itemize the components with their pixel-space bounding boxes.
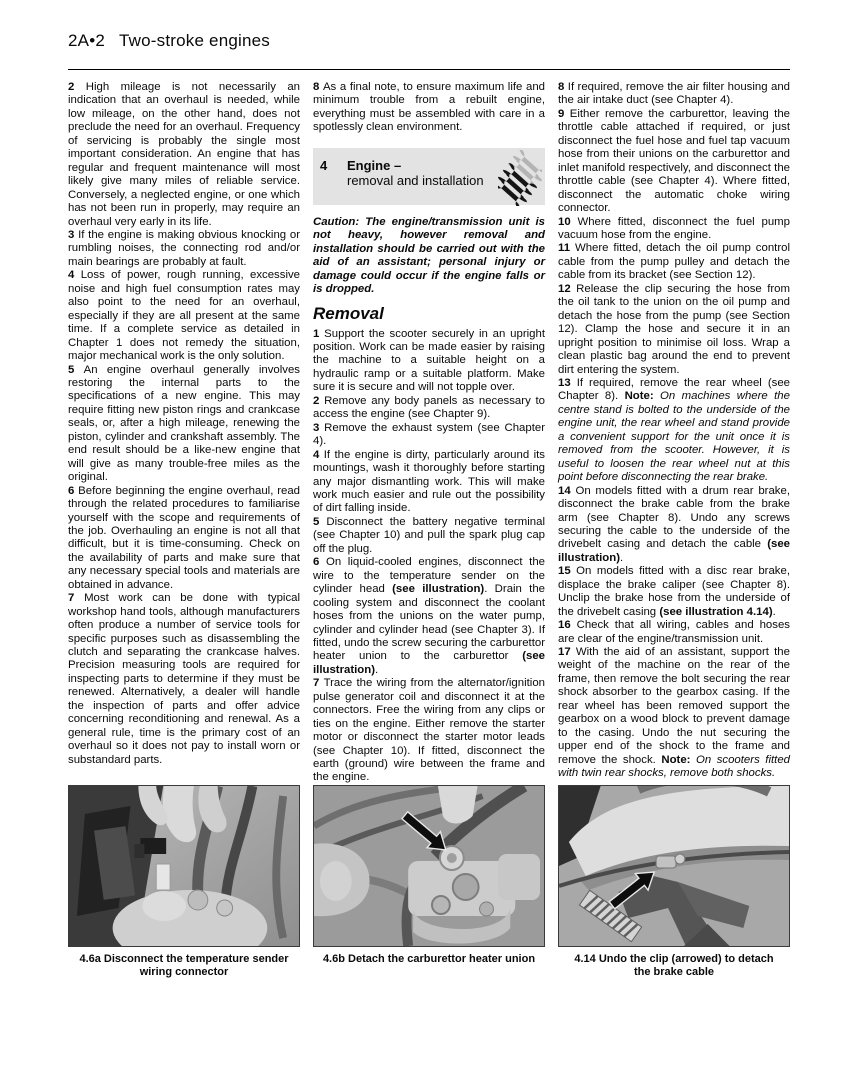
text-run: Check that all wiring, cables and hoses are clear of the engine/transmission unit.	[558, 619, 790, 645]
paragraph	[558, 81, 790, 108]
text-run: 8	[313, 81, 323, 93]
caption-4-14: 4.14 Undo the clip (arrowed) to detach the brake cable	[574, 953, 774, 978]
paragraph	[68, 485, 300, 593]
paragraph	[313, 422, 545, 449]
text-run: On liquid-cooled engines, disconnect the wire to the temperature sender on the cylinder head	[313, 556, 545, 596]
page-title: Two-stroke engines	[119, 31, 271, 50]
removal-heading: Removal	[313, 303, 384, 323]
cable-clip	[656, 856, 676, 868]
text-run: 6	[313, 556, 326, 569]
paragraph	[68, 592, 300, 767]
text-run: 10	[558, 215, 578, 228]
paragraph	[558, 242, 790, 282]
paragraph	[68, 81, 300, 229]
text-run: .	[375, 663, 379, 676]
text-run: With the aid of an assistant, support the weight of the machine on the rear of the frame, then remove the bolt securing the rear shock absorber to the gearbox casing. If the rear wheel has been removed support the gearbox on a wood block to prevent damage to the casing. Undo the nut securing the upper end of the shock to the frame and remove the shock.	[558, 646, 790, 766]
paragraph	[313, 328, 545, 395]
text-run: 1	[313, 327, 325, 340]
text-run: (see illustration 4.14)	[659, 605, 773, 618]
text-run: 2	[313, 394, 325, 407]
paragraph	[558, 646, 790, 781]
text-run: Release the clip securing the hose from the oil tank to the union on the oil pump and detach the hose from the pump (see Section 12). Clamp the hose and secure it in an upright position to minimise oil loss. Wrap a clean plastic bag around the end to prevent dirt entering the system.	[558, 282, 790, 376]
text-run: 4	[313, 448, 324, 461]
text-run: If the engine is dirty, particularly around its mountings, wash it thoroughly before starting any major dismantling work. This will make work much easier and rule out the possibility of dirt falling inside.	[313, 448, 545, 515]
photo-4-14	[558, 785, 790, 947]
text-run: Most work can be done with typical workshop hand tools, although manufacturers often produce a number of service tools for specific purposes such as disassembling the clutch and separating the crankcase halves. Precision measuring tools are required for inspecting parts to determine if they must be renewed. Alternatively, a dealer will handle the inspection of parts and offer advice concerning reconditioning and renewal. As a general rule, time is the primary cost of an overhaul so it does not pay to install worn or substandard parts.	[68, 592, 301, 766]
paragraph	[313, 677, 545, 785]
text-run: 3	[68, 228, 79, 241]
paragraph	[313, 449, 545, 516]
text-run: Remove any body panels as necessary to access the engine (see Chapter 9).	[313, 394, 545, 421]
text-run: Note:	[661, 753, 696, 766]
text-run: 7	[68, 592, 85, 605]
caution-note	[313, 216, 545, 297]
figure-4-6a	[68, 785, 300, 979]
section-title-line2: removal and installation	[347, 173, 484, 189]
text-run: 17	[558, 646, 576, 659]
text-run: Either remove the carburettor, leaving the throttle cable attached if required, or just disconnect the fuel hose and fuel tap vacuum hose from their unions on the carburettor and inlet manifold respectively, and disconnect the throttle cable (see Chapter 4). Where fitted, disconnect the automatic choke wiring connector.	[558, 107, 790, 215]
text-run: Trace the wiring from the alternator/ignition pulse generator coil and disconnect it at the connectors. Free the wiring from any clips or ties on the engine. Either remove the starter motor or disconnect the starter motor leads (see Chapter 10). If fitted, disconnect the earth (ground) wire between the frame and the engine.	[313, 677, 546, 784]
text-run: Where fitted, detach the oil pump control cable from the pump pulley and detach the cable from its bracket (see Section 12).	[558, 242, 790, 282]
page-code: 2A•2	[68, 31, 105, 50]
caption-4-6a: 4.6a Disconnect the temperature sender wiring connector	[79, 953, 289, 978]
text-run: 13	[558, 376, 577, 389]
text-run: 12	[558, 282, 577, 295]
figure-4-14	[558, 785, 790, 979]
text-run: Loss of power, rough running, excessive noise and high fuel consumption rates may also point to the need for an overhaul, especially if they are all present at the same time. If a complete service as detailed in Chapter 1 does not remedy the situation, major mechanical work is the only solution.	[68, 269, 300, 363]
text-run: On machines where the centre stand is bolted to the underside of the engine unit, the rear wheel and stand provide a convenient support for the unit once it is removed from the scooter. However, it is useful to loosen the rear wheel nut at this point before disconnecting the rear brake.	[558, 390, 790, 484]
text-run: .	[620, 551, 624, 564]
column-2	[313, 81, 545, 785]
text-run: (see illustration)	[313, 650, 545, 676]
column-3	[558, 81, 790, 785]
text-run: (see illustration)	[558, 538, 790, 564]
text-run: 3	[313, 421, 325, 434]
text-run: .	[772, 605, 776, 618]
text-run: If required, remove the rear wheel (see Chapter 8).	[558, 376, 790, 403]
paragraph	[558, 216, 790, 243]
text-run: Before beginning the engine overhaul, read through the related procedures to familiarise yourself with the scope and requirements of the job. Overhauling an engine is not all that difficult, but it is time-consuming. Check on the availability of parts and make sure that any necessary special tools and materials are obtained in advance.	[68, 484, 300, 591]
paragraph	[68, 269, 300, 363]
text-run: 5	[313, 515, 327, 528]
paragraph	[313, 81, 545, 135]
text-run: High mileage is not necessarily an indication that an overhaul is needed, while low mileage, on the other hand, does not preclude the need for an overhaul. Frequency of servicing is probably the single most important consideration. An engine that has regular and frequent maintenance will most likely give many miles of reliable service. Conversely, a neglected engine, or one which has not been run in properly, may require an overhaul very early in its life.	[68, 81, 300, 228]
text-run: (see illustration)	[392, 583, 485, 596]
text-columns	[68, 81, 790, 785]
text-run: 5	[68, 363, 84, 376]
text-run: Support the scooter securely in an upright position. Work can be made easier by raising the machine to a suitable height on a hydraulic ramp or a suitable platform. Make sure it is secure and will not topple over.	[313, 327, 545, 394]
section-heading-box	[313, 148, 545, 205]
column-2-intro	[313, 81, 545, 135]
spanner-difficulty-icon	[498, 150, 542, 211]
paragraph	[558, 108, 790, 216]
text-run: 14	[558, 484, 576, 497]
text-run: 6	[68, 484, 79, 497]
section-title-line1: Engine –	[347, 157, 402, 173]
column-1	[68, 81, 300, 785]
paragraph	[558, 619, 790, 646]
text-run: Where fitted, disconnect the fuel pump vacuum hose from the engine.	[558, 215, 790, 241]
paragraph	[313, 516, 545, 556]
text-run: 9	[558, 107, 570, 120]
photo-4-6b	[313, 785, 545, 947]
paragraph	[558, 377, 790, 485]
paragraph	[558, 283, 790, 377]
photo-4-6a	[68, 785, 300, 947]
text-run: 2	[68, 81, 86, 93]
section-number: 4	[320, 157, 328, 173]
text-run: 8	[558, 81, 568, 93]
paragraph	[68, 364, 300, 485]
paragraph	[313, 216, 545, 297]
page-header	[68, 31, 270, 51]
text-run: On scooters fitted with twin rear shocks, remove both shocks.	[558, 753, 790, 780]
paragraph	[68, 229, 300, 269]
text-run: If required, remove the air filter housing and the air intake duct (see Chapter 4).	[558, 81, 791, 107]
text-run: Note:	[624, 390, 661, 403]
section-title	[347, 158, 484, 189]
paragraph	[558, 485, 790, 566]
text-run: Disconnect the battery negative terminal (see Chapter 10) and pull the spark plug cap off the plug.	[313, 515, 545, 555]
text-run: An engine overhaul generally involves restoring the internal parts to the specifications of a new engine. This may require fitting new piston rings and crankcase seals, or, after a high mileage, renewing the piston, cylinder and crankshaft assembly. The end result should be a like-new engine that will give as many trouble-free miles as the original.	[68, 363, 300, 484]
text-run: Caution: The engine/transmission unit is not heavy, however removal and installation should be carried out with the aid of an assistant; personal injury or damage could occur if the engine falls or is dropped.	[313, 215, 545, 296]
caption-4-6b: 4.6b Detach the carburettor heater union	[322, 953, 536, 965]
text-run: Remove the exhaust system (see Chapter 4).	[313, 421, 546, 448]
text-run: If the engine is making obvious knocking or rumbling noises, the connecting rod and/or main bearings are probably at fault.	[68, 228, 300, 268]
paragraph	[558, 565, 790, 619]
text-run: On models fitted with a disc rear brake, displace the brake caliper (see Chapter 8). Unclip the brake hose from the underside of the drivebelt casing	[558, 565, 790, 618]
text-run: On models fitted with a drum rear brake, disconnect the brake cable from the brake arm (see Chapter 8). Undo any screws securing the cable to the underside of the drivebelt casing and detach the cable	[558, 484, 790, 551]
illustrations-row	[68, 785, 790, 979]
text-run: 15	[558, 565, 577, 578]
paragraph	[313, 395, 545, 422]
text-run: 16	[558, 619, 577, 632]
paragraph	[313, 556, 545, 677]
text-run: . Drain the cooling system and disconnect the coolant hoses from the unions on the water pump, cylinder and cylinder head (see Chapter 3). If fitted, undo the screw securing the carburettor heater union to the carburettor	[313, 583, 545, 663]
text-run: 7	[313, 677, 324, 690]
figure-4-6b	[313, 785, 545, 979]
text-run: As a final note, to ensure maximum life and minimum trouble from a rebuilt engine, everything must be assembled with care in a spotlessly clean environment.	[313, 81, 545, 134]
column-2-steps	[313, 328, 545, 785]
header-rule	[68, 69, 790, 70]
text-run: 4	[68, 269, 81, 282]
text-run: 11	[558, 242, 575, 255]
